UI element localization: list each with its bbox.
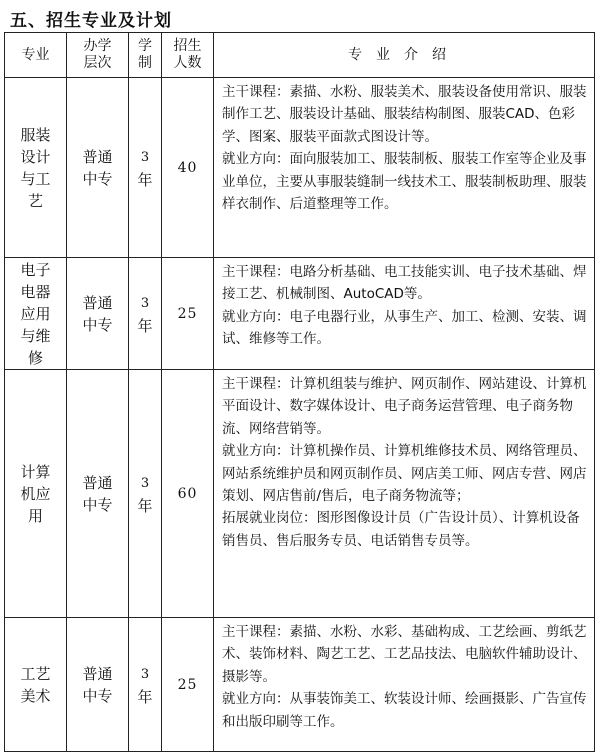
jobs-text: 就业方向：面向服装加工、服装制板、服装工作室等企业及事业单位，主要从事服装缝制一线技术工、服装制板助理、服装样衣制作、后道整理等工作。: [222, 151, 587, 213]
jobs-text: 就业方向：从事装饰美工、软装设计师、绘画摄影、广告宣传和出版印刷等工作。: [222, 691, 587, 730]
major-line: 机应: [20, 484, 51, 503]
table-row: [5, 370, 595, 618]
header-level-line2: 层次: [83, 55, 112, 71]
duration-cell: [129, 618, 162, 752]
major-cell: [5, 618, 67, 752]
enrollment-table: [4, 32, 595, 752]
level-line: 中专: [82, 315, 113, 334]
duration-line: 年: [137, 496, 153, 515]
section-title: 五、招生专业及计划: [10, 11, 172, 31]
header-major: 专业: [5, 33, 67, 78]
enrollment-cell: 25: [162, 258, 214, 370]
major-cell: [5, 78, 67, 258]
major-line: 艺: [27, 191, 43, 210]
major-line: 用: [27, 506, 43, 525]
enrollment-cell: 60: [162, 370, 214, 618]
duration-line: 3: [140, 475, 150, 491]
header-enrollment-line1: 招生: [173, 38, 202, 54]
duration-line: 3: [140, 149, 150, 165]
duration-line: 年: [137, 170, 153, 189]
intro-cell: [214, 618, 595, 752]
table-row: [5, 258, 595, 370]
extra-jobs-text: 拓展就业岗位：图形图像设计员（广告设计员）、计算机设备销售员、售后服务专员、电话销售专员等。: [222, 510, 580, 549]
header-enrollment: [162, 33, 214, 78]
level-line: 普通: [82, 147, 113, 166]
header-duration: [129, 33, 162, 78]
major-line: 电器: [20, 282, 51, 301]
major-line: 工艺: [20, 664, 51, 683]
duration-line: 3: [140, 295, 150, 311]
level-line: 普通: [82, 664, 113, 683]
header-intro: 专业介绍: [214, 33, 595, 78]
level-line: 普通: [82, 473, 113, 492]
level-cell: [67, 618, 129, 752]
enrollment-cell: 40: [162, 78, 214, 258]
header-level: [67, 33, 129, 78]
courses-text: 主干课程：电路分析基础、电工技能实训、电子技术基础、焊接工艺、机械制图、AutoCAD等。: [222, 264, 587, 303]
table-row: [5, 618, 595, 752]
major-line: 应用: [20, 304, 51, 323]
major-line: 计算: [20, 462, 51, 481]
header-enrollment-line2: 人数: [173, 55, 202, 71]
major-line: 美术: [20, 686, 51, 705]
level-cell: [67, 370, 129, 618]
header-row: [5, 33, 595, 78]
courses-text: 主干课程：素描、水粉、服装美术、服装设备使用常识、服装制作工艺、服装设计基础、服装结构制图、服装CAD、色彩学、图案、服装平面款式图设计等。: [222, 84, 587, 145]
duration-line: 年: [137, 316, 153, 335]
level-cell: [67, 78, 129, 258]
duration-line: 年: [137, 687, 153, 706]
table-row: [5, 78, 595, 258]
jobs-text: 就业方向：电子电器行业，从事生产、加工、检测、安装、调试、维修等工作。: [222, 308, 587, 348]
intro-cell: [214, 370, 595, 618]
duration-line: 3: [140, 666, 150, 682]
level-line: 普通: [82, 293, 113, 312]
level-cell: [67, 258, 129, 370]
level-line: 中专: [82, 686, 113, 705]
intro-cell: [214, 258, 595, 370]
courses-text: 主干课程：素描、水粉、水彩、基础构成、工艺绘画、剪纸艺术、装饰材料、陶艺工艺、工艺品技法、电脑软件辅助设计、摄影等。: [222, 624, 587, 685]
major-line: 修: [27, 348, 43, 367]
major-cell: [5, 370, 67, 618]
courses-text: 主干课程：计算机组装与维护、网页制作、网站建设、计算机平面设计、数字媒体设计、电子商务运营管理、电子商务物流、网络营销等。: [222, 376, 587, 437]
duration-cell: [129, 370, 162, 618]
major-line: 电子: [20, 260, 51, 279]
major-line: 与工: [20, 169, 51, 188]
level-line: 中专: [82, 495, 113, 514]
level-line: 中专: [82, 169, 113, 188]
header-duration-line1: 学: [138, 38, 152, 54]
header-level-line1: 办学: [83, 38, 112, 54]
header-duration-line2: 制: [138, 55, 152, 71]
major-line: 与维: [20, 326, 51, 345]
jobs-text: 就业方向：计算机操作员、计算机维修技术员、网络管理员、网站系统维护员和网页制作员、网店美工师、网店专营、网店策划、网店售前/售后，电子商务物流等；: [222, 443, 587, 505]
enrollment-cell: 25: [162, 618, 214, 752]
major-line: 设计: [20, 147, 51, 166]
duration-cell: [129, 258, 162, 370]
intro-cell: [214, 78, 595, 258]
duration-cell: [129, 78, 162, 258]
major-line: 服装: [20, 125, 51, 144]
major-cell: [5, 258, 67, 370]
